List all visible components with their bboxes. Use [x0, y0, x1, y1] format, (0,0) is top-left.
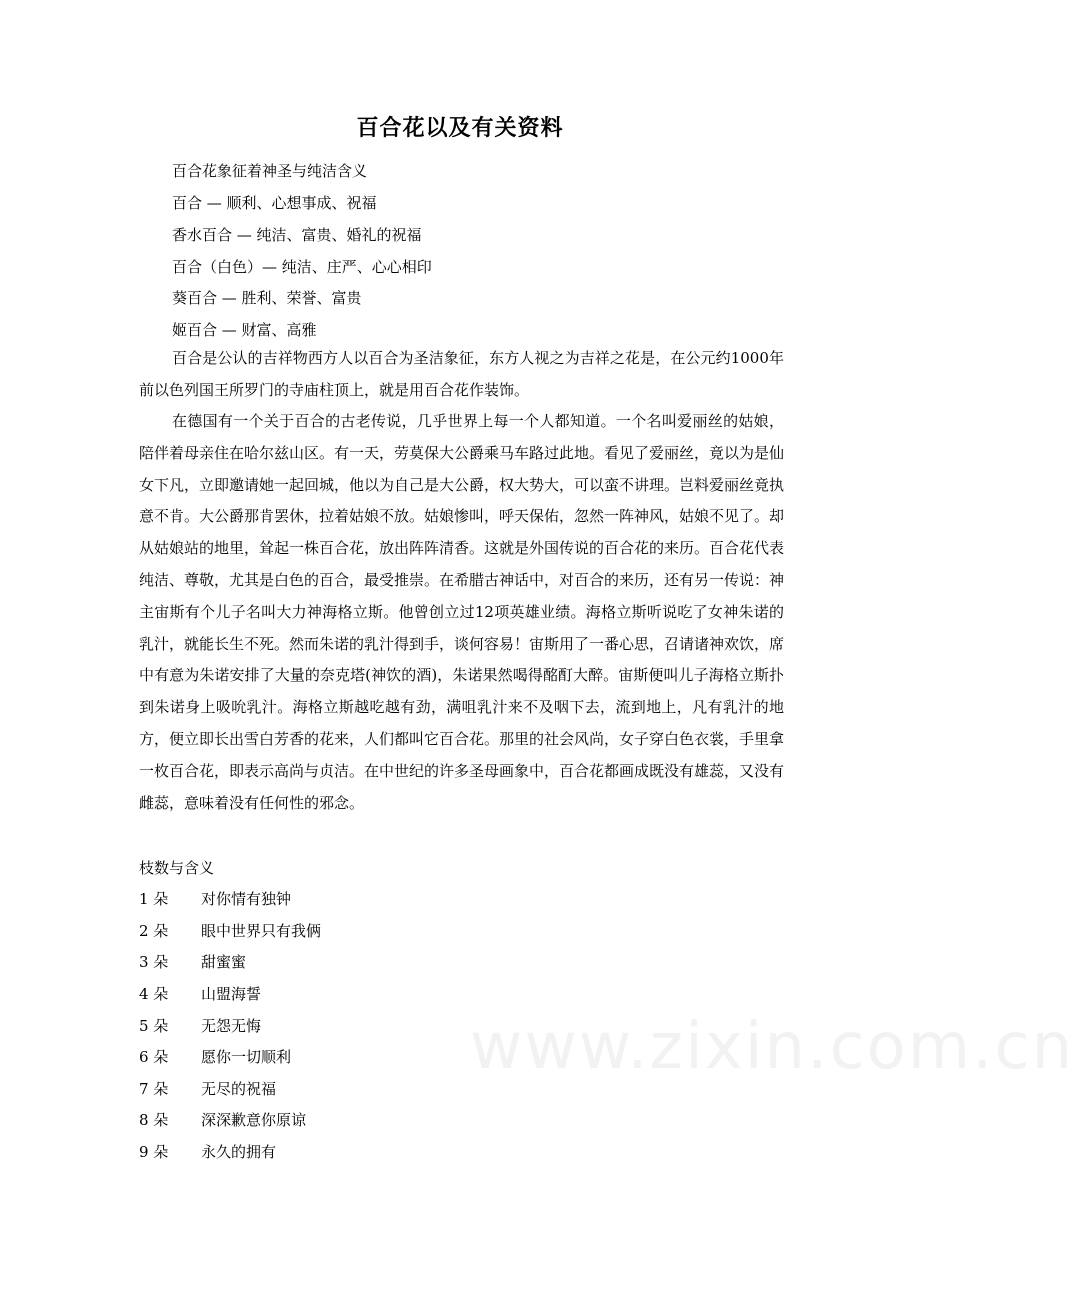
count-meaning: 无尽的祝福 [201, 1080, 277, 1098]
count-number: 6 朵 [139, 1048, 169, 1066]
count-meaning: 眼中世界只有我俩 [201, 922, 322, 940]
count-meaning: 山盟海誓 [201, 985, 262, 1003]
intro-line: 百合（白色）— 纯洁、庄严、心心相印 [172, 258, 432, 276]
count-number: 8 朵 [139, 1111, 169, 1129]
intro-line: 葵百合 — 胜利、荣誉、富贵 [172, 289, 362, 307]
count-meaning: 甜蜜蜜 [201, 953, 247, 971]
count-number: 7 朵 [139, 1080, 169, 1098]
intro-line: 香水百合 — 纯洁、富贵、婚礼的祝福 [172, 226, 422, 244]
list-item [139, 888, 291, 909]
intro-line: 百合花象征着神圣与纯洁含义 [172, 162, 368, 180]
intro-line: 姬百合 — 财富、高雅 [172, 321, 317, 339]
intro-line: 百合 — 顺利、心想事成、祝福 [172, 194, 377, 212]
count-number: 1 朵 [139, 890, 169, 908]
count-meaning: 对你情有独钟 [201, 890, 292, 908]
count-number: 4 朵 [139, 985, 169, 1003]
list-item [139, 1046, 291, 1067]
count-number: 2 朵 [139, 922, 169, 940]
list-item [139, 951, 246, 972]
page-title: 百合花以及有关资料 [356, 115, 564, 141]
list-item [139, 1109, 306, 1130]
count-number: 3 朵 [139, 953, 169, 971]
paragraph-symbol: 百合是公认的吉祥物西方人以百合为圣洁象征，东方人视之为吉祥之花是，在公元约1000年前以色列国王所罗门的寺庙柱顶上，就是用百合花作装饰。 [139, 349, 784, 399]
list-item [139, 1078, 276, 1099]
section-heading: 枝数与含义 [139, 859, 215, 877]
count-meaning: 愿你一切顺利 [201, 1048, 292, 1066]
count-number: 5 朵 [139, 1017, 169, 1035]
count-meaning: 永久的拥有 [201, 1143, 277, 1161]
count-meaning: 无怨无悔 [201, 1017, 262, 1035]
list-item [139, 983, 261, 1004]
paragraph-legend: 在德国有一个关于百合的古老传说，几乎世界上每一个人都知道。一个名叫爱丽丝的姑娘，陪伴着母亲住在哈尔兹山区。有一天，劳莫保大公爵乘马车路过此地。看见了爱丽丝，竟以为是仙女下凡，立即邀请她一起回城，他以为自己是大公爵，权大势大，可以蛮不讲理。岂料爱丽丝竟执意不肯。大公爵那肯罢休，拉着姑娘不放。姑娘惨叫，呼天保佑，忽然一阵神风，姑娘不见了。却从姑娘站的地里，耸起一株百合花，放出阵阵清香。这就是外国传说的百合花的来历。百合花代表纯洁、尊敬，尤其是白色的百合，最受推崇。在希腊古神话中，对百合的来历，还有另一传说：神主宙斯有个儿子名叫大力神海格立斯。他曾创立过12项英雄业绩。海格立斯听说吃了女神朱诺的乳汁，就能长生不死。然而朱诺的乳汁得到手，谈何容易！宙斯用了一番心思，召请诸神欢饮，席中有意为朱诺安排了大量的奈克塔(神饮的酒)，朱诺果然喝得酩酊大醉。宙斯便叫儿子海格立斯扑到朱诺身上吸吮乳汁。海格立斯越吃越有劲，满咀乳汁来不及咽下去，流到地上，凡有乳汁的地方，便立即长出雪白芳香的花来，人们都叫它百合花。那里的社会风尚，女子穿白色衣裳，手里拿一枚百合花，即表示高尚与贞洁。在中世纪的许多圣母画象中，百合花都画成既没有雄蕊，又没有雌蕊，意味着没有任何性的邪念。 [139, 412, 785, 812]
list-item [139, 1015, 261, 1036]
list-item [139, 920, 321, 941]
count-meaning: 深深歉意你原谅 [201, 1111, 307, 1129]
list-item [139, 1141, 276, 1162]
count-number: 9 朵 [139, 1143, 169, 1161]
watermark: www.zixin.com.cn [470, 1010, 1074, 1084]
